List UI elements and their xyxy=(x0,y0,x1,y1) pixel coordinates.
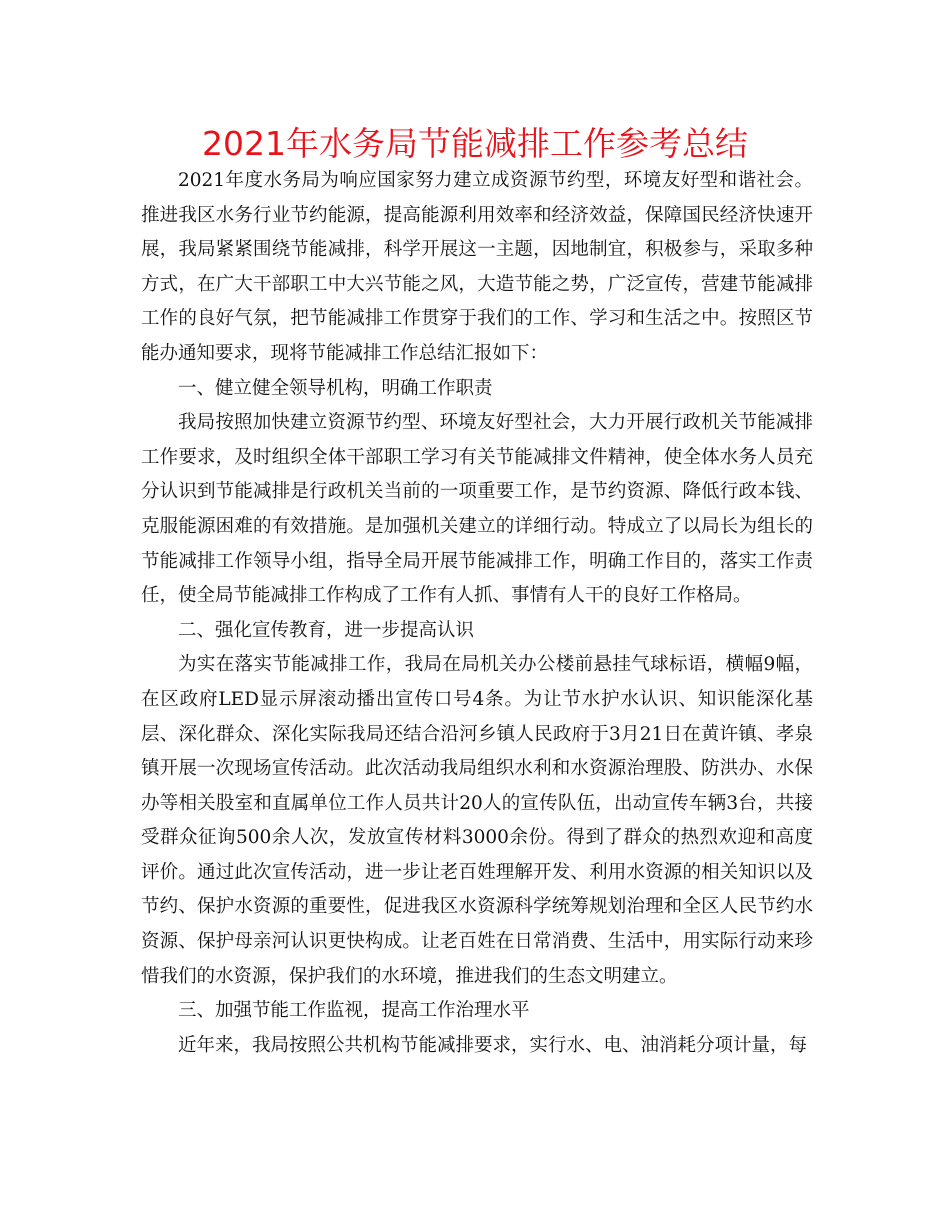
section-1-paragraph: 我局按照加快建立资源节约型、环境友好型社会，大力开展行政机关节能减排工作要求，及时组织全体干部职工学习有关节能减排文件精神，使全体水务人员充分认识到节能减排是行政机关当前的一项重要工作，是节约资源、降低行政本钱、克服能源困难的有效措施。是加强机关建立的详细行动。特成立了以局长为组长的节能减排工作领导小组，指导全局开展节能减排工作，明确工作目的，落实工作责任，使全局节能减排工作构成了工作有人抓、事情有人干的良好工作格局。 xyxy=(141,412,813,607)
document-body xyxy=(141,164,813,1063)
intro-paragraph: 2021年度水务局为响应国家努力建立成资源节约型，环境友好型和谐社会。推进我区水务行业节约能源，提高能源利用效率和经济效益，保障国民经济快速开展，我局紧紧围绕节能减排，科学开展这一主题，因地制宜，积极参与，采取多种方式，在广大干部职工中大兴节能之风，大造节能之势，广泛宣传，营建节能减排工作的良好气氛，把节能减排工作贯穿于我们的工作、学习和生活之中。按照区节能办通知要求，现将节能减排工作总结汇报如下： xyxy=(141,170,813,364)
section-3-paragraph: 近年来，我局按照公共机构节能减排要求，实行水、电、油消耗分项计量，每 xyxy=(178,1034,808,1056)
section-2-paragraph: 为实在落实节能减排工作，我局在局机关办公楼前悬挂气球标语，横幅9幅，在区政府LED显示屏滚动播出宣传口号4条。为让节水护水认识、知识能深化基层、深化群众、深化实际我局还结合沿河乡镇人民政府于3月21日在黄许镇、孝泉镇开展一次现场宣传活动。此次活动我局组织水利和水资源治理股、防洪办、水保办等相关股室和直属单位工作人员共计20人的宣传队伍，出动宣传车辆3台，共接受群众征询500余人次，发放宣传材料3000余份。得到了群众的热烈欢迎和高度评价。通过此次宣传活动，进一步让老百姓理解开发、利用水资源的相关知识以及节约、保护水资源的重要性，促进我区水资源科学统筹规划治理和全区人民节约水资源、保护母亲河认识更快构成。让老百姓在日常消费、生活中，用实际行动来珍惜我们的水资源，保护我们的水环境，推进我们的生态文明建立。 xyxy=(141,654,813,987)
section-heading-2: 二、强化宣传教育，进一步提高认识 xyxy=(178,619,475,641)
document-title: 2021年水务局节能减排工作参考总结 xyxy=(202,124,748,163)
section-heading-1: 一、健立健全领导机构，明确工作职责 xyxy=(178,377,493,399)
section-heading-3: 三、加强节能工作监视，提高工作治理水平 xyxy=(178,1000,530,1022)
